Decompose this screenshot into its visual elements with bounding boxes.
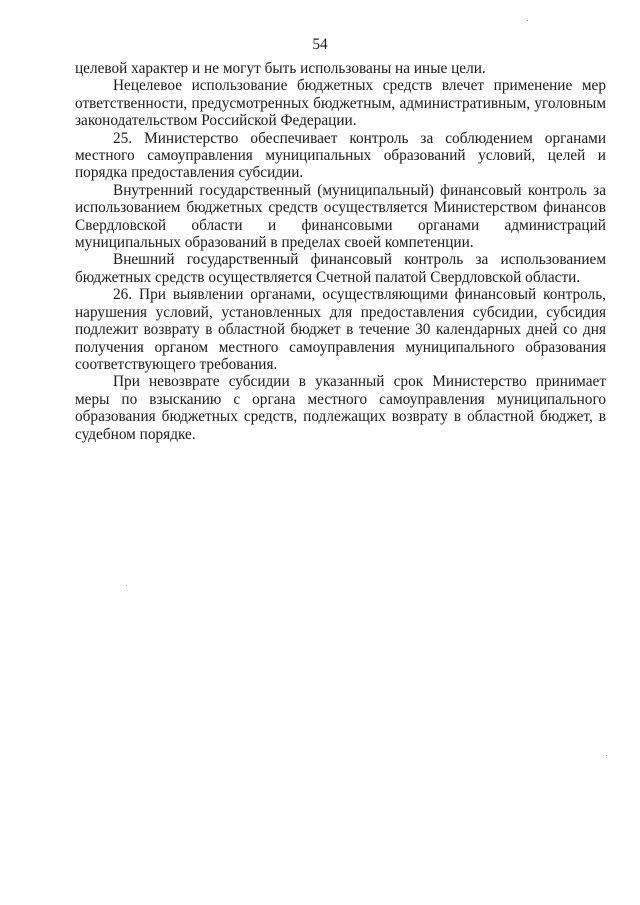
- paragraph-external-control: Внешний государственный финансовый контроль за использованием бюджетных средств осуществляется Счетной палатой Свердловской области.: [75, 251, 606, 286]
- paragraph-misuse-liability: Нецелевое использование бюджетных средств влечет применение мер ответственности, предусмотренных бюджетным, административным, уголовным законодательством Российской Федерации.: [75, 77, 606, 130]
- scan-speck: [606, 755, 607, 756]
- paragraph-internal-control: Внутренний государственный (муниципальный) финансовый контроль за использованием бюджетных средств осуществляется Министерством финансов Свердловской области и финансовыми органами администраций муниципальных образований в пределах своей компетенции.: [75, 181, 606, 252]
- paragraph-non-return: При невозврате субсидии в указанный срок Министерство принимает меры по взысканию с органа местного самоуправления муниципального образования бюджетных средств, подлежащих возврату в областной бюджет, в судебном порядке.: [75, 373, 606, 443]
- paragraph-continuation: целевой характер и не могут быть использованы на иные цели.: [75, 60, 486, 77]
- document-body: [75, 60, 606, 443]
- scan-speck: [527, 20, 528, 21]
- paragraph-item-26: 26. При выявлении органами, осуществляющими финансовый контроль, нарушения условий, установленных для предоставления субсидии, субсидия подлежит возврату в областной бюджет в течение 30 календарных дней со дня получения органом местного самоуправления муниципального образования соответствующего требования.: [75, 286, 606, 373]
- scan-speck: [126, 585, 127, 586]
- paragraph-item-25: 25. Министерство обеспечивает контроль за соблюдением органами местного самоуправления муниципальных образований условий, целей и порядка предоставления субсидии.: [75, 129, 606, 182]
- page-number: 54: [312, 36, 328, 53]
